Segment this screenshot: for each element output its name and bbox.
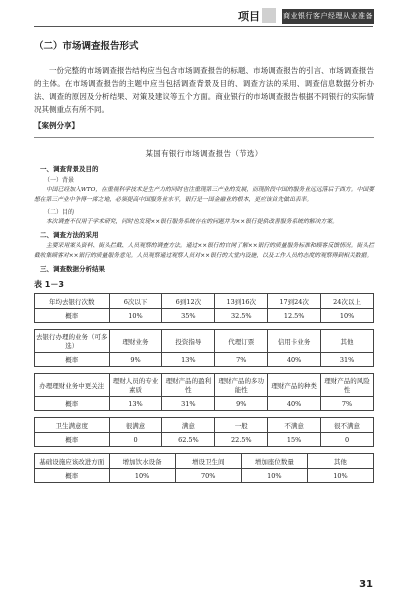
case-s1a-text: 中国已经加入WTO，在重视科学技术是生产力的同时也注重现第三产业的发展，而现阶段中国的服务业远远落后于西方。中国要想在第三产业中争得一席之地，必须提高中国服务业水平，银行是一国金融业的根本，更应该首先做出表率。 bbox=[34, 187, 374, 203]
table-cell: 15% bbox=[268, 433, 321, 447]
table-cell: 增加饮水设备 bbox=[109, 454, 175, 469]
table-cell: 很不满意 bbox=[321, 418, 374, 433]
table-cell: 理财人员的专业素质 bbox=[109, 374, 162, 397]
case-s1b-text: 本次调查不仅用于学术研究，同时也发现××银行服务系统存在的问题并为××银行提供改善服务系统的解决方案。 bbox=[46, 219, 338, 225]
case-s2-text: 主要采用案头资料、街头拦截、人员观察的调查方法。通过××银行的官网了解××银行的质量服务标准和顾客反馈情况。街头拦截收集顾客对××银行的质量服务意见。人员观察通过观察人员对××银行的大堂内设施，以及工作人员的态度的观察得到相关数据。 bbox=[34, 243, 374, 259]
table-cell: 31% bbox=[321, 353, 374, 367]
case-label: 【案例分享】 bbox=[34, 121, 79, 130]
table-cell: 32.5% bbox=[215, 309, 268, 323]
table-cell: 62.5% bbox=[162, 433, 215, 447]
section-heading: （二）市场调查报告形式 bbox=[34, 41, 139, 52]
table-row bbox=[35, 469, 374, 483]
table-cell: 6到12次 bbox=[162, 294, 215, 309]
table-cell: 理财产品的风险性 bbox=[321, 374, 374, 397]
page-header bbox=[0, 0, 403, 26]
table-cell: 10% bbox=[307, 469, 373, 483]
table-cell: 其他 bbox=[307, 454, 373, 469]
table-cell: 40% bbox=[268, 397, 321, 411]
table-hygiene-satisfaction bbox=[34, 417, 374, 447]
table-cell: 其他 bbox=[321, 330, 374, 353]
table-cell: 理财产品的种类 bbox=[268, 374, 321, 397]
table-cell: 概率 bbox=[35, 309, 110, 323]
case-s1-heading: 一、调查背景及目的 bbox=[40, 165, 99, 173]
case-s3-heading: 三、调查数据分析结果 bbox=[40, 265, 105, 273]
table-header-row bbox=[35, 294, 374, 309]
table-label: 表 1－3 bbox=[34, 280, 64, 289]
table-cell: 24次以上 bbox=[321, 294, 374, 309]
table-cell: 一般 bbox=[215, 418, 268, 433]
project-label: 项目 bbox=[238, 8, 276, 25]
table-cell: 13% bbox=[162, 353, 215, 367]
table-cell: 40% bbox=[268, 353, 321, 367]
case-s2-heading: 二、调查方法的采用 bbox=[40, 231, 99, 239]
case-s1a-heading: （一）背景 bbox=[44, 177, 75, 184]
table-cell: 17到24次 bbox=[268, 294, 321, 309]
case-title: 某国有银行市场调查报告（节选） bbox=[145, 149, 263, 158]
table-cell: 7% bbox=[215, 353, 268, 367]
table-cell: 35% bbox=[162, 309, 215, 323]
book-title: 商业银行客户经理从业准备 bbox=[282, 9, 374, 24]
table-business-type bbox=[34, 329, 374, 367]
table-cell: 满意 bbox=[162, 418, 215, 433]
table-header-row bbox=[35, 330, 374, 353]
table-cell: 概率 bbox=[35, 397, 110, 411]
table-cell: 信用卡业务 bbox=[268, 330, 321, 353]
table-cell: 理财业务 bbox=[109, 330, 162, 353]
table-cell: 投资指导 bbox=[162, 330, 215, 353]
table-cell: 年均去银行次数 bbox=[35, 294, 110, 309]
table-wealth-focus bbox=[34, 373, 374, 411]
table-cell: 概率 bbox=[35, 469, 110, 483]
table-cell: 增设卫生间 bbox=[175, 454, 241, 469]
table-cell: 10% bbox=[109, 309, 162, 323]
table-header-row bbox=[35, 454, 374, 469]
table-cell: 很满意 bbox=[109, 418, 162, 433]
table-cell: 6次以下 bbox=[109, 294, 162, 309]
table-cell: 代理订票 bbox=[215, 330, 268, 353]
header-decor-square bbox=[262, 8, 276, 23]
case-divider bbox=[34, 137, 374, 138]
table-cell: 70% bbox=[175, 469, 241, 483]
table-cell: 概率 bbox=[35, 433, 110, 447]
table-cell: 13到16次 bbox=[215, 294, 268, 309]
table-header-row bbox=[35, 418, 374, 433]
table-cell: 卫生满意度 bbox=[35, 418, 110, 433]
page-number: 31 bbox=[359, 579, 373, 590]
table-header-row bbox=[35, 374, 374, 397]
case-s1b-heading: （二）目的 bbox=[44, 209, 75, 216]
table-cell: 12.5% bbox=[268, 309, 321, 323]
table-row bbox=[35, 353, 374, 367]
table-cell: 不满意 bbox=[268, 418, 321, 433]
table-row bbox=[35, 397, 374, 411]
table-cell: 概率 bbox=[35, 353, 110, 367]
table-cell: 理财产品的盈利性 bbox=[162, 374, 215, 397]
page-content bbox=[34, 34, 374, 489]
table-cell: 9% bbox=[215, 397, 268, 411]
table-cell: 10% bbox=[321, 309, 374, 323]
table-cell: 增加座位数量 bbox=[241, 454, 307, 469]
table-cell: 10% bbox=[241, 469, 307, 483]
table-cell: 10% bbox=[109, 469, 175, 483]
header-rule bbox=[34, 26, 373, 27]
table-facility-improvement bbox=[34, 453, 374, 483]
table-cell: 办理理财业务中更关注 bbox=[35, 374, 110, 397]
table-cell: 7% bbox=[321, 397, 374, 411]
table-cell: 去银行办理的业务（可多选） bbox=[35, 330, 110, 353]
table-cell: 31% bbox=[162, 397, 215, 411]
table-cell: 0 bbox=[321, 433, 374, 447]
table-row bbox=[35, 433, 374, 447]
table-cell: 基础设施应该改进方面 bbox=[35, 454, 110, 469]
table-cell: 理财产品的多功能性 bbox=[215, 374, 268, 397]
table-row bbox=[35, 309, 374, 323]
table-cell: 9% bbox=[109, 353, 162, 367]
section-paragraph: 一份完整的市场调查报告结构应当包含市场调查报告的标题、市场调查报告的引言、市场调查报告的主体。在市场调查报告的主题中应当包括调查背景及目的、调查方法的采用、调查信息数据分析办法、调查的原因及分析结果、对策及建议等五个方面。商业银行的市场调查报告根据不同银行的实际情况其侧重点有所不同。 bbox=[34, 66, 374, 114]
table-cell: 0 bbox=[109, 433, 162, 447]
table-visit-frequency bbox=[34, 293, 374, 323]
table-cell: 22.5% bbox=[215, 433, 268, 447]
table-cell: 13% bbox=[109, 397, 162, 411]
